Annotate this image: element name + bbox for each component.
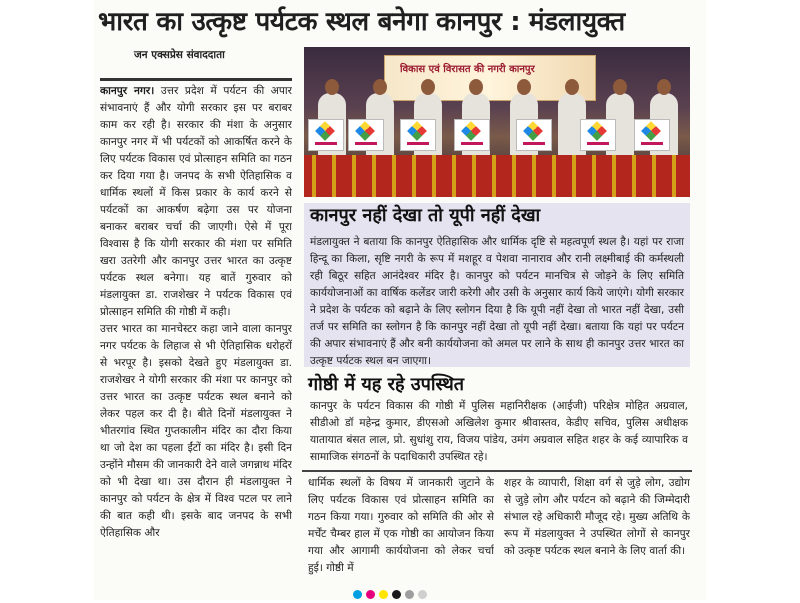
bottom-column-2: शहर के व्यापारी, शिक्षा वर्ग से जुड़े लोग, उद्योग से जुड़े लोग और पर्यटन को बढ़ाने की जिम्मेदारी संभाल रहे अधिकारी मौजूद रहे। मुख्य अतिथि के रूप में मंडलायुक्त ने उपस्थित लोगों से कानपुर को उत्कृष्ट पर्यटक स्थल बनाने के लिए वार्ता की। <box>504 477 690 557</box>
bottom-column-1: धार्मिक स्थलों के विषय में जानकारी जुटाने के लिए पर्यटक विकास एवं प्रोत्साहन समिति का गठन किया गया। गुरुवार को समिति की ओर से मर्चेंट चैम्बर हाल में एक गोष्ठी का आयोजन किया गया और आगामी कार्ययोजना को लेकर चर्चा हुई। गोष्ठी में <box>308 477 494 574</box>
left-column <box>100 78 292 603</box>
registration-color-bar <box>300 590 480 600</box>
logo-placard <box>454 119 490 151</box>
logo-placard <box>516 119 552 151</box>
logo-placard <box>400 119 436 151</box>
logo-placard <box>634 119 670 151</box>
kanpur-section-body: मंडलायुक्त ने बताया कि कानपुर ऐतिहासिक और धार्मिक दृष्टि से महत्वपूर्ण स्थल है। यहां पर राजा हिन्दू का किला, सृष्टि नगरी के रूप में मशहूर व पेशवा नानाराव और रानी लक्ष्मीबाई की कर्मस्थली रही बिठूर सहित आनंदेश्वर मंदिर है। कानपुर को पर्यटन मानचित्र से जोड़ने के लिए समिति कार्ययोजनाओं का वार्षिक कलेंडर जारी करेगी और उसी के अनुसार कार्य किये जाएंगे। योगी सरकार ने प्रदेश के पर्यटक को बढ़ाने के लिए स्लोगन दिया है कि यूपी नहीं देखा तो भारत नहीं देखा, उसी तर्ज पर समिति का स्लोगन है कि कानपुर नहीं देखा तो यूपी नहीं देखा। बताया कि यहां पर पर्यटन की अपार संभावनाएं हैं और बनी कार्ययोजना को अमल पर लाने के साथ ही कानपुर उत्तर भारत का उत्कृष्ट पर्यटक स्थल बन जाएगा। <box>310 236 684 367</box>
attendees-section-body: कानपुर के पर्यटन विकास की गोष्ठी में पुलिस महानिरीक्षक (आईजी) परिक्षेत्र मोहित अग्रवाल, सीडीओ डॉ महेन्द्र कुमार, डीएसओ अखिलेश कुमार श्रीवास्तव, केडीए सचिव, पुलिस अधीक्षक यातायात बंसत लाल, प्रो. सुधांशु राय, विजय पांडेय, उमंग अग्रवाल सहित शहर के कई व्यापारिक व सामाजिक संगठनों के पदाधिकारी उपस्थित रहे। <box>310 400 688 463</box>
byline: जन एक्सप्रेस संवाददाता <box>134 49 225 61</box>
registration-dot <box>418 590 427 599</box>
attendees-section-heading: गोष्ठी में यह रहे उपस्थित <box>308 374 464 395</box>
event-photo <box>304 47 690 197</box>
stage-decoration <box>304 155 690 197</box>
logo-placard <box>308 119 344 151</box>
kanpur-section-box <box>304 229 690 367</box>
kanpur-section-heading: कानपुर नहीं देखा तो यूपी नहीं देखा <box>304 203 690 229</box>
left-column-paragraph-2: उत्तर भारत का मानचेस्टर कहा जाने वाला कानपुर नगर पर्यटक के लिहाज से भी ऐतिहासिक धरोहरों से भरपूर है। इसको देखते हुए मंडलायुक्त डा. राजशेखर ने योगी सरकार की मंशा पर कानपुर को उत्तर भारत का उत्कृष्ट पर्यटक स्थल बनाने को लेकर पहल कर दी है। बीते दिनों मंडलायुक्त ने भीतरगांव स्थित गुप्तकालीन मंदिर का दौरा किया था जो देश का पहला ईंटों का मंदिर है। इसी दिन उन्होंने मौसम की जानकारी देने वाले जगन्नाथ मंदिर को भी देखा था। उस दौरान ही मंडलायुक्त ने कानपुर को पर्यटन के क्षेत्र में विश्व पटल पर लाने की बात कही थी। इसके बाद जनपद के सभी ऐतिहासिक और <box>100 323 292 539</box>
logo-placard <box>348 119 384 151</box>
left-column-text-1: उत्तर प्रदेश में पर्यटन की अपार संभावनाएं हैं और योगी सरकार इस पर बराबर काम कर रही है। सरकार की मंशा के अनुसार कानपुर नगर में भी पर्यटकों को आकर्षित करने के लिए पर्यटक विकास एवं प्रोत्साहन समिति का गठन कर दिया गया है। जनपद के सभी ऐतिहासिक व धार्मिक स्थलों में किस प्रकार के कार्य करने से पर्यटकों का आकर्षण बढ़ेगा उस पर योजना बनाकर बराबर चर्चा की जाएगी। ऐसे में पूरा विश्वास है कि योगी सरकार की मंशा पर समिति खरा उतरेगी और कानपुर उत्तर भारत का उत्कृष्ट पर्यटक स्थल बनेगा। यह बातें गुरुवार को मंडलायुक्त डा. राजशेखर ने पर्यटक विकास एवं प्रोत्साहन समिति की गोष्ठी में कही। <box>100 85 292 318</box>
dateline: कानपुर नगर। <box>100 85 155 97</box>
left-column-paragraph-1 <box>100 83 292 321</box>
logo-placard <box>580 119 616 151</box>
registration-dot <box>405 590 414 599</box>
newspaper-page <box>94 0 706 600</box>
section-divider <box>302 470 692 472</box>
registration-dot <box>353 590 362 599</box>
registration-dot <box>366 590 375 599</box>
registration-dot <box>392 590 401 599</box>
registration-dot <box>379 590 388 599</box>
photo-banner-text: विकास एवं विरासत की नगरी कानपुर <box>400 64 535 75</box>
headline: भारत का उत्कृष्ट पर्यटक स्थल बनेगा कानपुर : मंडलायुक्त <box>98 7 625 37</box>
